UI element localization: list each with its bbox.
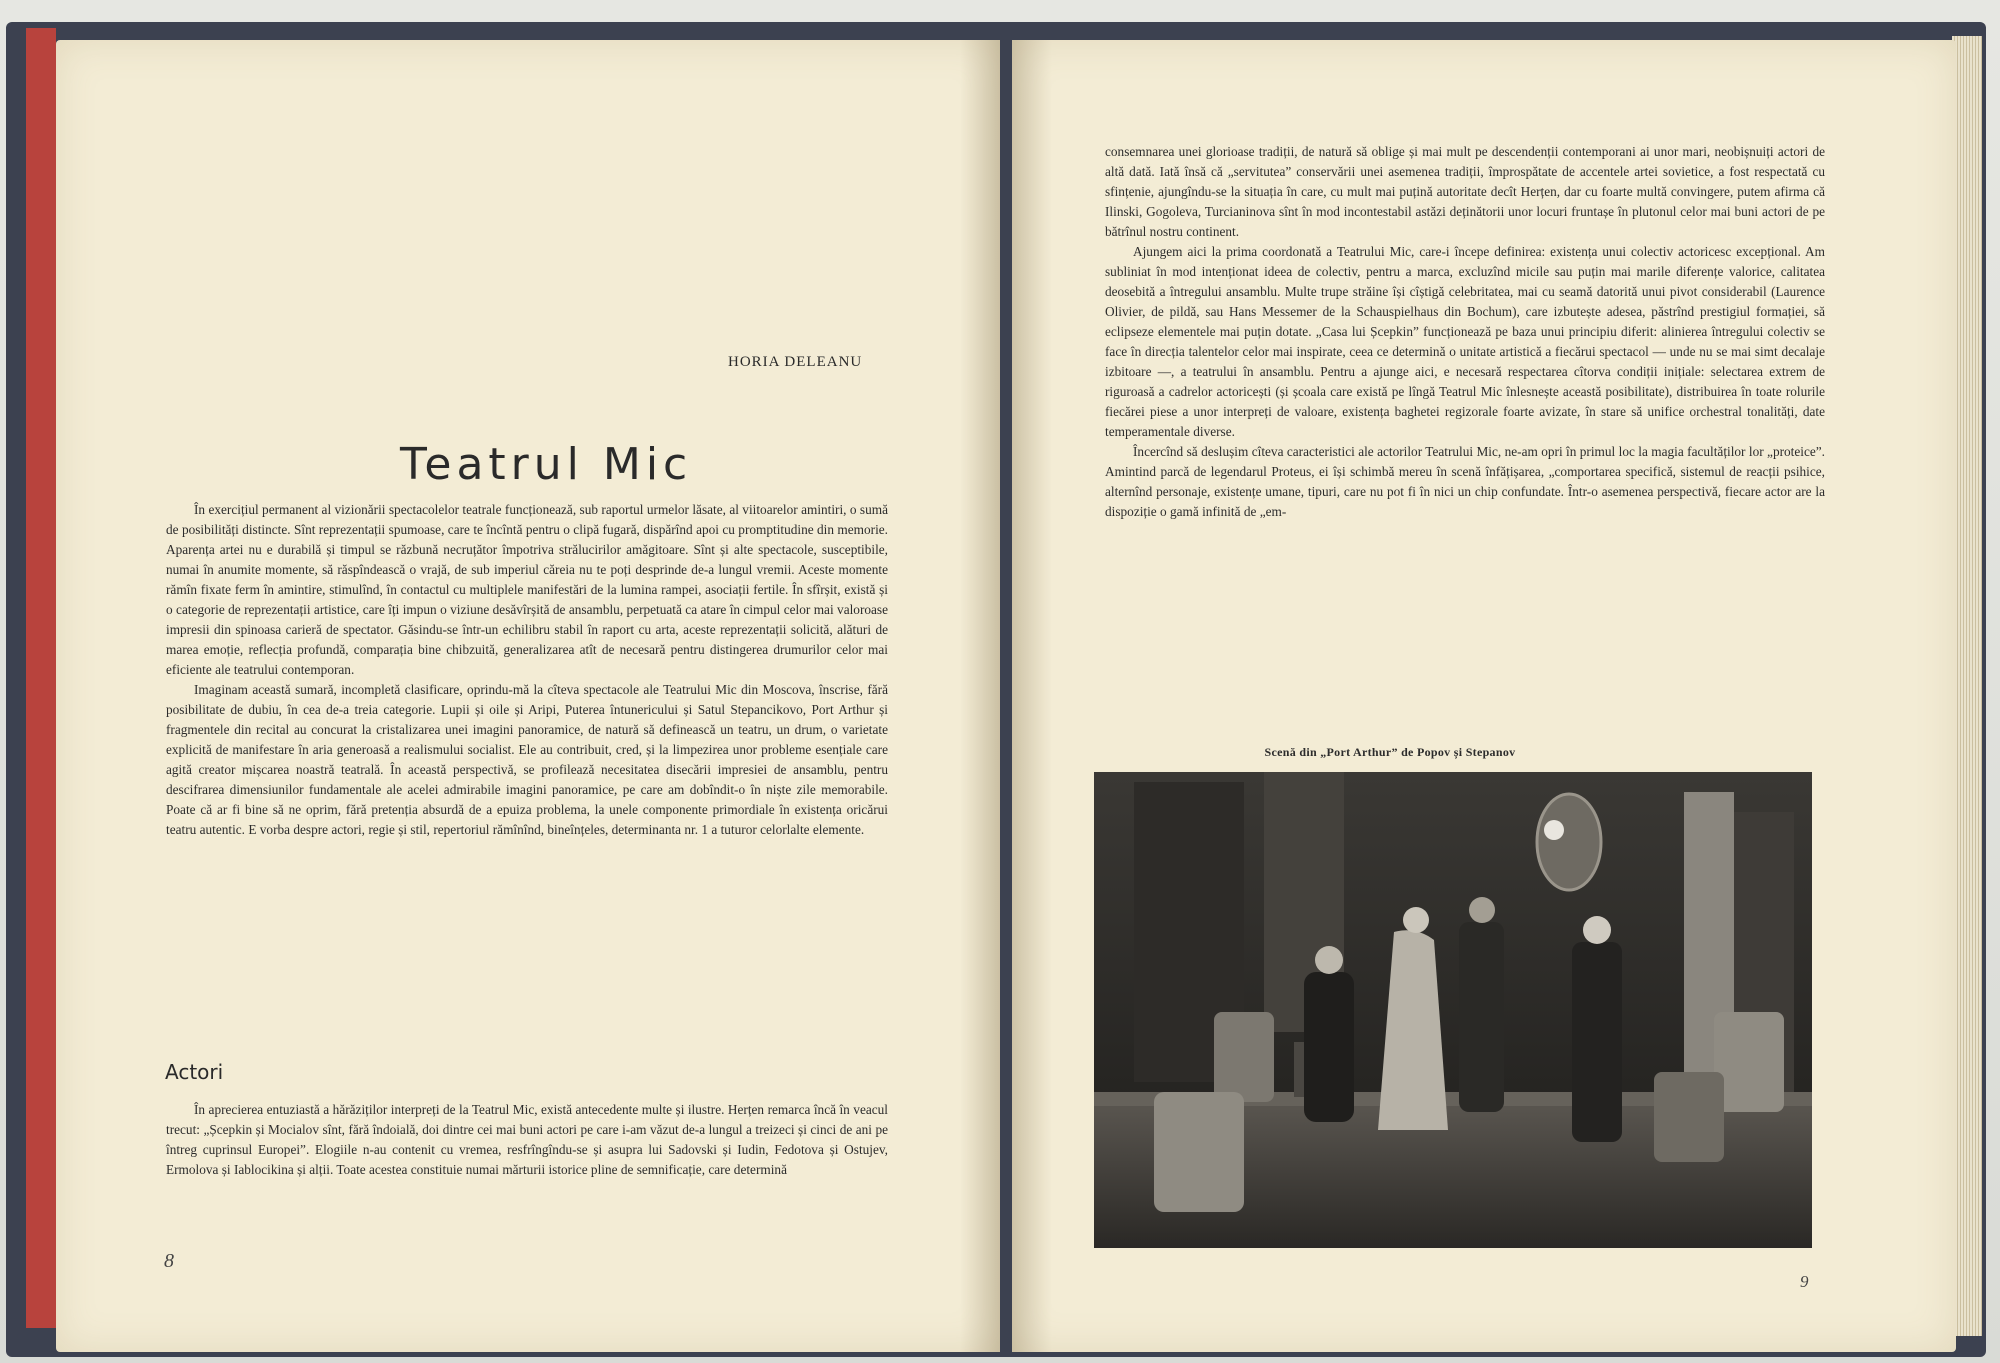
book-spine-edge [26,28,56,1328]
page-number-right: 9 [1800,1272,1809,1291]
stage-scene-illustration [1094,772,1812,1248]
gutter-shadow-left [960,40,1000,1352]
author-name: HORIA DELEANU [728,354,863,370]
section-heading-actori: Actori [165,1060,224,1084]
paragraph: În aprecierea entuziastă a hărăziților interpreți de la Teatrul Mic, există antecedente multe și ilustre. Herțen remarca încă în veacul trecut: „Șcepkin și Mocialov sînt, fără îndoială, doi dintre cei mai buni actori pe care i-am văzut de-a lungul a treizeci și cinci de ani pe întreg cuprinsul Europei”. Elogiile n-au contenit cu vremea, resfrîngîndu-se și asupra lui Sadovski și Iudin, Fedotova și Ostujev, Ermolova și Iablocikina și alții. Toate acestea constituie numai mărturii istorice pline de semnificație, care determină [166,1102,888,1177]
article-title: Teatrul Mic [400,439,693,491]
paragraph: Imaginam această sumară, incompletă clasificare, oprindu-mă la cîteva spectacole ale Teatrului Mic din Moscova, înscrise, fără posibilitate de dubiu, în cea de-a treia categorie. Lupii și oile și Aripi, Puterea întunericului și Satul Stepancikovo, Port Arthur și fragmentele din recital au concurat la cristalizarea unei imagini panoramice, de natură să definească un teatru, un drum, o varietate explicită de manifestare în aria generoasă a realismului socialist. Ele au contribuit, cred, și la limpezirea unor probleme esențiale care agită creator mișcarea noastră teatrală. În această perspectivă, se profilează necesitatea disecării impresiei de ansamblu, pentru descifrarea dimensiunilor fundamentale ale acelei admirabile imagini panoramice, pe care am dobîndit-o în niște zile memorabile. Poate că ar fi bine să ne oprim, fără pretenția absurdă de a epuiza problema, la unele componente primordiale în existența oricărui teatru autentic. E vorba despre actori, regie și stil, repertoriul rămînînd, bineînțeles, determinanta nr. 1 a tuturor celorlalte elemente. [166,682,888,837]
page-number-left: 8 [164,1250,174,1272]
right-text [1105,142,1825,522]
paragraph: În exercițiul permanent al vizionării spectacolelor teatrale funcționează, sub raportul urmelor lăsate, al viitoarelor amintiri, o sumă de posibilități distincte. Sînt reprezentații spumoase, care te încîntă pentru o clipă fugară, dispărînd apoi cu promptitudine din memorie. Aparența artei nu e durabilă și timpul se răzbună necruțător împotriva strălucirilor amăgitoare. Sînt și alte spectacole, susceptibile, numai în anumite momente, să răspîndească o vrajă, de sub imperiul căreia nu te poți desprinde de-a lungul vremii. Aceste momente rămîn fixate ferm în amintire, stimulînd, în contactul cu multiplele manifestări de la lumina rampei, asociații fertile. În sfîrșit, există și o categorie de reprezentații artistice, care îți impun o viziune desăvîrșită de ansamblu, perpetuată ca atare în cimpul celor mai valoroase impresii din spinoasa carieră de spectator. Găsindu-se într-un echilibru stabil în raport cu arta, aceste reprezentații solicită, alături de marea emoție, reflecția profundă, comparația bine chibzuită, generalizarea atît de necesară pentru distingerea drumurilor celor mai eficiente ale teatrului contemporan. [166,502,888,677]
photo-caption: Scenă din „Port Arthur” de Popov și Stepanov [1264,745,1516,759]
paragraph: Ajungem aici la prima coordonată a Teatrului Mic, care-i începe definirea: existența unui colectiv actoricesc excepțional. Am subliniat în mod intenționat ideea de colectiv, pentru a marca, excluzînd micile sau puțin mai marile diferențe valorice, calitatea deosebită a întregului ansamblu. Multe trupe străine își cîștigă celebritatea, mai cu seamă datorită unui pivot considerabil (Laurence Olivier, de pildă, sau Hans Messemer de la Schauspielhaus din Bochum), care izbutește adesea, păstrînd prestigiul formației, să eclipseze elementele mai puțin dotate. „Casa lui Șcepkin” funcționează pe baza unui principiu diferit: alinierea întregului colectiv se face în direcția talentelor celor mai inspirate, ceea ce determină o unitate artistică a fiecărui spectacol — unde nu se mai simt decalaje izbitoare —, a teatrului în ansamblu. Pentru a ajunge aici, e necesară respectarea cîtorva condiții inițiale: selectarea extrem de riguroasă a cadrelor actoricești (și școala care există pe lîngă Teatrul Mic înlesnește această posibilitate), distribuirea în toate rolurile fiecărei piese a unor interpreți de valoare, existența baghetei regizorale foarte avizate, în stare să unifice orchestral tonalități, date temperamentale diverse. [1105,244,1825,439]
intro-text [166,500,888,840]
actori-text [166,1100,888,1180]
stage-photo [1094,772,1812,1248]
gutter-shadow-right [1012,40,1052,1352]
page-stack-edge [1952,36,1982,1336]
paragraph: consemnarea unei glorioase tradiții, de natură să oblige și mai mult pe descendenții contemporani ai unor mari, neobișnuiți actori de altă dată. Iată însă că „servitutea” conservării unei asemenea tradiții, împrospătate de accentele artei sovietice, a fost respectată cu sfințenie, ajungîndu-se la situația în care, cu mult mai puțină autoritate decît Herțen, dar cu foarte multă convingere, putem afirma că Ilinski, Gogoleva, Turcianinova sînt în mod incontestabil astăzi deținătorii unor locuri fruntașe în plutonul celor mai buni actori de pe bătrînul nostru continent. [1105,144,1825,239]
paragraph: Încercînd să deslușim cîteva caracteristici ale actorilor Teatrului Mic, ne-am opri în primul loc la magia facultăților lor „proteice”. Amintind parcă de legendarul Proteus, ei își schimbă mereu în scenă înfățișarea, „comportarea specifică, sistemul de reacții psihice, alternînd personaje, existențe umane, tipuri, care nu pot fi în nici un chip confundate. Într-o asemenea perspectivă, fiecare actor are la dispoziție o gamă infinită de „em- [1105,444,1825,519]
